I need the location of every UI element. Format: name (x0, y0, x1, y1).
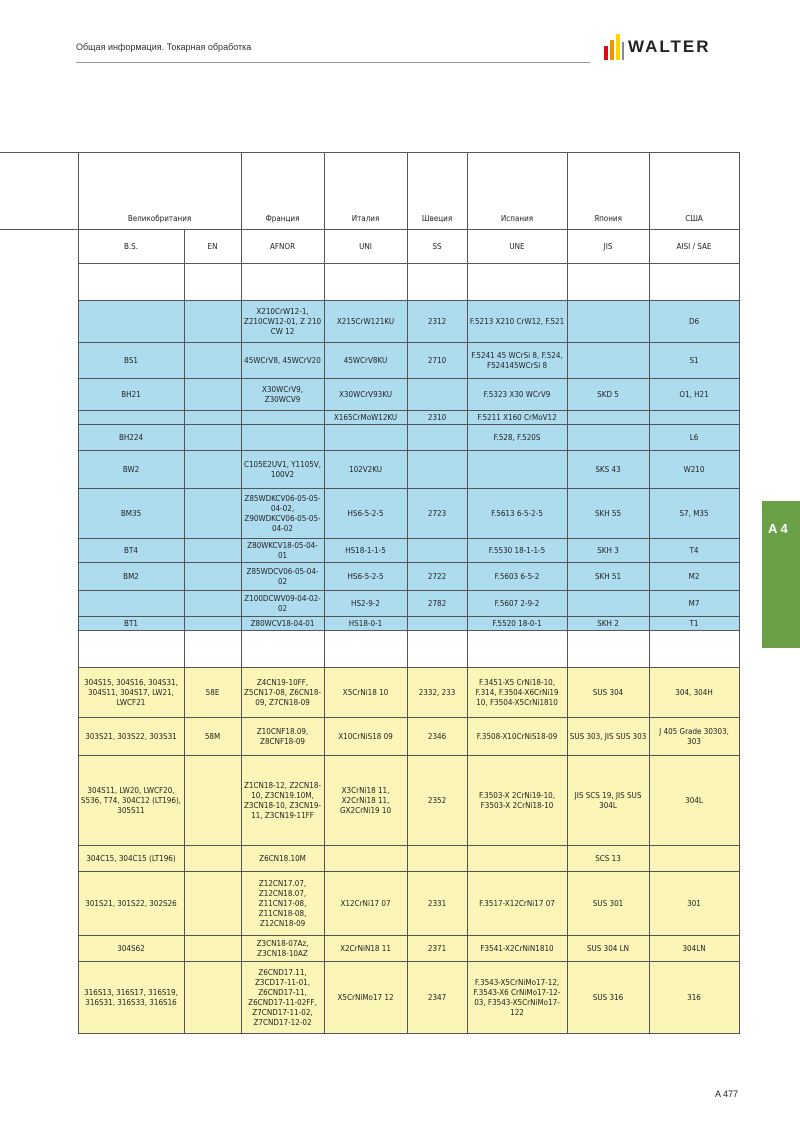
table-cell: X30WCrV93KU (324, 379, 407, 411)
table-cell: SUS 303, JIS SUS 303 (567, 718, 649, 756)
table-cell (184, 756, 241, 846)
table-cell: F.5603 6-5-2 (467, 563, 567, 591)
table-cell (324, 846, 407, 872)
table-cell: F.3543-X5CrNiMo17-12, F.3543-X6 CrNiMo17-12-03, F3543-X5CrNiMo17-122 (467, 962, 567, 1034)
table-cell: 58E (184, 668, 241, 718)
table-cell (649, 846, 739, 872)
table-cell (184, 411, 241, 425)
table-row (0, 563, 739, 591)
country-uk: Великобритания (78, 153, 241, 230)
row-lead-cell (0, 489, 78, 539)
standard-bs: B.S. (78, 230, 184, 264)
table-cell: JIS SCS 19, JIS SUS 304L (567, 756, 649, 846)
table-cell: X10CrNiS18 09 (324, 718, 407, 756)
table-cell: 2782 (407, 591, 467, 617)
table-cell: F.5213 X210 CrW12, F.521 (467, 301, 567, 343)
country-usa: США (649, 153, 739, 230)
table-cell: Z80WCV18-04-01 (241, 617, 324, 631)
table-cell (407, 379, 467, 411)
row-lead-cell (0, 962, 78, 1034)
row-lead-cell (0, 563, 78, 591)
table-cell: BM35 (78, 489, 184, 539)
table-cell: 304C15, 304C15 (LT196) (78, 846, 184, 872)
table-cell: 2723 (407, 489, 467, 539)
row-lead-cell (0, 718, 78, 756)
table-cell (184, 489, 241, 539)
table-cell (407, 617, 467, 631)
table-cell: 45WCrV8KU (324, 343, 407, 379)
table-cell: 2331 (407, 872, 467, 936)
table-cell: X30WCrV9, Z30WCV9 (241, 379, 324, 411)
table-cell: SKH 2 (567, 617, 649, 631)
table-cell (184, 872, 241, 936)
row-lead-cell (0, 668, 78, 718)
table-cell: BM2 (78, 563, 184, 591)
table-cell: SKH 3 (567, 539, 649, 563)
table-cell: 2710 (407, 343, 467, 379)
row-lead-cell (0, 936, 78, 962)
standard-aisi-sae: AISI / SAE (649, 230, 739, 264)
table-cell: F.3517-X12CrNi17 07 (467, 872, 567, 936)
table-cell: C105E2UV1, Y1105V, 100V2 (241, 451, 324, 489)
table-row (0, 591, 739, 617)
table-cell: SKH 51 (567, 563, 649, 591)
table-cell (567, 411, 649, 425)
table-cell: J 405 Grade 30303, 303 (649, 718, 739, 756)
table-cell: SUS 304 (567, 668, 649, 718)
standard-jis: JIS (567, 230, 649, 264)
table-cell: Z12CN17.07, Z12CN18.07, Z11CN17-08, Z11CN18-08, Z12CN18-09 (241, 872, 324, 936)
table-row (0, 962, 739, 1034)
walter-logo (600, 34, 745, 60)
table-cell: M2 (649, 563, 739, 591)
table-cell (184, 539, 241, 563)
table-cell: F.3508-X10CrNiS18-09 (467, 718, 567, 756)
table-cell: 58M (184, 718, 241, 756)
table-cell (241, 425, 324, 451)
row-lead-cell (0, 451, 78, 489)
table-cell: 304S62 (78, 936, 184, 962)
table-cell: 2312 (407, 301, 467, 343)
table-row (0, 617, 739, 631)
table-row (0, 489, 739, 539)
table-cell: X5CrNiMo17 12 (324, 962, 407, 1034)
table-cell (184, 379, 241, 411)
table-cell: F.5613 6-5-2-5 (467, 489, 567, 539)
table-cell: F.5241 45 WCrSi 8, F.524, F524145WCrSi 8 (467, 343, 567, 379)
table-cell (184, 936, 241, 962)
standard-ss: SS (407, 230, 467, 264)
table-cell: 102V2KU (324, 451, 407, 489)
table-cell: SKD 5 (567, 379, 649, 411)
table-cell: Z6CND17.11, Z3CD17-11-01, Z6CND17-11, Z6CND17-11-02FF, Z7CND17-11-02, Z7CND17-12-02 (241, 962, 324, 1034)
table-cell (407, 451, 467, 489)
row-lead-cell (0, 872, 78, 936)
table-cell: 316S13, 316S17, 316S19, 316S31, 316S33, 316S16 (78, 962, 184, 1034)
table-cell: Z80WKCV18-05-04-01 (241, 539, 324, 563)
row-lead-cell (0, 617, 78, 631)
table-cell: HS18-0-1 (324, 617, 407, 631)
table-cell: X165CrMoW12KU (324, 411, 407, 425)
table-cell: 2346 (407, 718, 467, 756)
table-row (0, 936, 739, 962)
table-cell: M7 (649, 591, 739, 617)
country-sweden: Швеция (407, 153, 467, 230)
row-lead-cell (0, 591, 78, 617)
table-row (0, 872, 739, 936)
table-cell (467, 451, 567, 489)
table-cell: SUS 304 LN (567, 936, 649, 962)
page-number: A 477 (715, 1089, 739, 1099)
table-row (0, 425, 739, 451)
table-cell (184, 425, 241, 451)
table-cell: S7, M35 (649, 489, 739, 539)
table-cell: 304S15, 304S16, 304S31, 304S11, 304S17, LW21, LWCF21 (78, 668, 184, 718)
table-cell: S1 (649, 343, 739, 379)
row-lead-cell (0, 301, 78, 343)
table-cell: 304L (649, 756, 739, 846)
standard-afnor: AFNOR (241, 230, 324, 264)
table-cell (184, 301, 241, 343)
table-cell (184, 846, 241, 872)
standard-header-row (0, 230, 739, 264)
table-cell (78, 301, 184, 343)
table-cell: Z10CNF18.09, Z8CNF18-09 (241, 718, 324, 756)
table-cell (324, 425, 407, 451)
table-cell: BT4 (78, 539, 184, 563)
table-cell: BS1 (78, 343, 184, 379)
country-italy: Италия (324, 153, 407, 230)
table-cell: 45WCrV8, 45WCrV20 (241, 343, 324, 379)
row-lead-cell (0, 846, 78, 872)
table-cell: 2347 (407, 962, 467, 1034)
table-cell: 304LN (649, 936, 739, 962)
table-cell: X210CrW12-1, Z210CW12-01, Z 210 CW 12 (241, 301, 324, 343)
table-cell: Z4CN19-10FF, Z5CN17-08, Z6CN18-09, Z7CN18-09 (241, 668, 324, 718)
row-lead-cell (0, 756, 78, 846)
table-cell: 304S11, LW20, LWCF20, S536, T74, 304C12 (LT196), 305S11 (78, 756, 184, 846)
table-cell: Z100DCWV09-04-02-02 (241, 591, 324, 617)
table-row (0, 343, 739, 379)
table-cell: F3541-X2CrNiN1810 (467, 936, 567, 962)
page-header-title: Общая информация. Токарная обработка (76, 42, 252, 52)
table-cell: HS2-9-2 (324, 591, 407, 617)
country-spain: Испания (467, 153, 567, 230)
group-separator-row (0, 264, 739, 301)
row-lead-cell (0, 379, 78, 411)
table-cell (184, 343, 241, 379)
table-cell (407, 846, 467, 872)
table-cell (184, 591, 241, 617)
table-cell (184, 962, 241, 1034)
table-row (0, 718, 739, 756)
table-cell: X5CrNi18 10 (324, 668, 407, 718)
table-cell: BT1 (78, 617, 184, 631)
table-cell: F.5607 2-9-2 (467, 591, 567, 617)
header-divider (76, 62, 590, 63)
table-cell: X12CrNi17 07 (324, 872, 407, 936)
table-row (0, 379, 739, 411)
table-cell (567, 343, 649, 379)
table-row (0, 301, 739, 343)
table-cell: Z85WDKCV06-05-05-04-02, Z90WDKCV06-05-05-04-02 (241, 489, 324, 539)
row-lead-cell (0, 343, 78, 379)
standard-une: UNE (467, 230, 567, 264)
standard-en: EN (184, 230, 241, 264)
table-cell: 301 (649, 872, 739, 936)
table-cell: F.5530 18-1-1-5 (467, 539, 567, 563)
table-cell: SUS 301 (567, 872, 649, 936)
table-cell: F.5211 X160 CrMoV12 (467, 411, 567, 425)
logo-wordmark: WALTER (628, 37, 711, 56)
table-cell: SUS 316 (567, 962, 649, 1034)
country-header-row (0, 153, 739, 230)
table-cell (184, 617, 241, 631)
table-cell: 301S21, 301S22, 302S26 (78, 872, 184, 936)
table-cell: O1, H21 (649, 379, 739, 411)
table-cell: F.5520 18-0-1 (467, 617, 567, 631)
table-cell (407, 425, 467, 451)
table-cell: 303S21, 303S22, 303S31 (78, 718, 184, 756)
table-row (0, 668, 739, 718)
table-cell: 304, 304H (649, 668, 739, 718)
table-cell (184, 451, 241, 489)
table-row (0, 756, 739, 846)
steel-equivalents-table (0, 152, 740, 1034)
table-row (0, 846, 739, 872)
row-lead-cell (0, 411, 78, 425)
table-cell: 2310 (407, 411, 467, 425)
table-cell (241, 411, 324, 425)
table-cell: SCS 13 (567, 846, 649, 872)
table-cell: W210 (649, 451, 739, 489)
table-cell: Z1CN18-12, Z2CN18-10, Z3CN19.10M, Z3CN18-10, Z3CN19-11, Z3CN19-11FF (241, 756, 324, 846)
table-cell: D6 (649, 301, 739, 343)
table-cell (567, 301, 649, 343)
table-cell (78, 591, 184, 617)
table-cell: HS18-1-1-5 (324, 539, 407, 563)
table-cell: 2332, 233 (407, 668, 467, 718)
table-body (0, 264, 739, 1034)
table-cell: HS6-5-2-5 (324, 489, 407, 539)
table-cell: F.5323 X30 WCrV9 (467, 379, 567, 411)
table-cell: 2371 (407, 936, 467, 962)
table-cell: 316 (649, 962, 739, 1034)
country-france: Франция (241, 153, 324, 230)
table-cell (567, 425, 649, 451)
table-cell (78, 411, 184, 425)
group-separator-row (0, 631, 739, 668)
table-row (0, 451, 739, 489)
table-cell: BH224 (78, 425, 184, 451)
country-japan: Япония (567, 153, 649, 230)
table-cell: 2722 (407, 563, 467, 591)
table-cell: HS6-5-2-5 (324, 563, 407, 591)
table-cell (184, 563, 241, 591)
table-cell (649, 411, 739, 425)
table-cell: Z6CN18.10M (241, 846, 324, 872)
table-cell: BH21 (78, 379, 184, 411)
table-cell: 2352 (407, 756, 467, 846)
table-cell: BW2 (78, 451, 184, 489)
table-cell (467, 846, 567, 872)
table-cell: L6 (649, 425, 739, 451)
table-cell: T4 (649, 539, 739, 563)
table-cell (567, 591, 649, 617)
row-lead-cell (0, 425, 78, 451)
table-row (0, 411, 739, 425)
table-cell (407, 539, 467, 563)
table-cell: F.3503-X 2CrNi19-10, F3503-X 2CrNi18-10 (467, 756, 567, 846)
table-row (0, 539, 739, 563)
table-cell: F.3451-X5 CrNi18-10, F.314, F.3504-X6CrNi19 10, F3504-X5CrNi1810 (467, 668, 567, 718)
table-cell: X3CrNi18 11, X2CrNi18 11, GX2CrNi19 10 (324, 756, 407, 846)
section-tab-a4[interactable]: A 4 (762, 501, 800, 648)
table-cell: X215CrW121KU (324, 301, 407, 343)
standard-uni: UNI (324, 230, 407, 264)
row-lead-cell (0, 539, 78, 563)
table-cell: Z3CN18-07Az, Z3CN18-10AZ (241, 936, 324, 962)
table-cell: Z85WDCV06-05-04-02 (241, 563, 324, 591)
table-cell: X2CrNiN18 11 (324, 936, 407, 962)
table-cell: F.528, F.520S (467, 425, 567, 451)
table-cell: SKS 43 (567, 451, 649, 489)
table-cell: SKH 55 (567, 489, 649, 539)
table-cell: T1 (649, 617, 739, 631)
